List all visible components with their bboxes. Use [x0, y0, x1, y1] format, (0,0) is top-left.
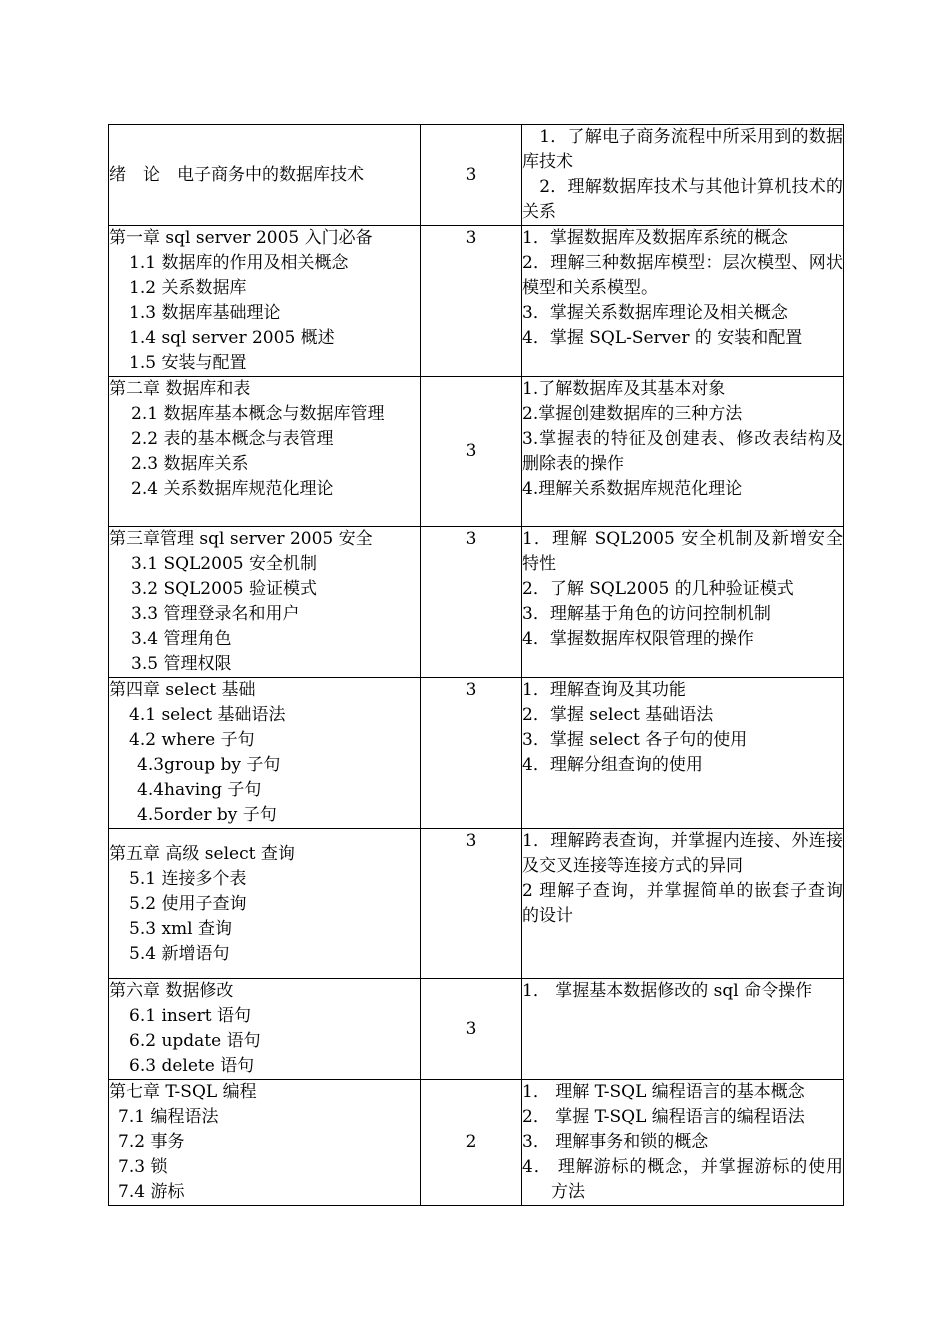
section-item: 6.2 update 语句 — [129, 1031, 261, 1051]
hours-cell: 3 — [421, 829, 522, 979]
chapter-title: 第七章 T-SQL 编程 — [109, 1082, 257, 1102]
goals-cell — [522, 226, 844, 377]
topic-cell — [109, 226, 421, 377]
chapter-title: 第一章 sql server 2005 入门必备 — [109, 228, 373, 248]
section-item: 6.3 delete 语句 — [129, 1056, 255, 1076]
goal-item: 1． 掌握基本数据修改的 sql 命令操作 — [522, 981, 813, 1001]
hours-cell: 3 — [421, 226, 522, 377]
topic-cell — [109, 527, 421, 678]
table-row — [109, 527, 844, 678]
section-item: 1.1 数据库的作用及相关概念 — [129, 253, 349, 273]
section-item: 1.3 数据库基础理论 — [129, 303, 281, 323]
section-item: 5.4 新增语句 — [129, 944, 230, 964]
section-item: 2.3 数据库关系 — [131, 454, 249, 474]
goal-item: 1．理解查询及其功能 — [522, 680, 686, 700]
table-row — [109, 1080, 844, 1206]
goal-item: 1．理解跨表查询，并掌握内连接、外连接及交叉连接等连接方式的异同 — [522, 831, 843, 876]
chapter-title: 第五章 高级 select 查询 — [109, 844, 295, 864]
goal-item: 4．掌握数据库权限管理的操作 — [522, 629, 754, 649]
topic-cell — [109, 979, 421, 1080]
hours-cell: 3 — [421, 527, 522, 678]
hours-cell: 3 — [421, 678, 522, 829]
section-item: 4.1 select 基础语法 — [129, 705, 286, 725]
goal-item: 3．掌握 select 各子句的使用 — [522, 730, 748, 750]
goal-item: 3．掌握关系数据库理论及相关概念 — [522, 303, 788, 323]
hours-cell: 3 — [421, 377, 522, 527]
goal-item: 2．理解数据库技术与其他计算机技术的关系 — [522, 177, 843, 222]
topic-cell — [109, 1080, 421, 1206]
goals-cell — [522, 829, 844, 979]
section-item: 5.3 xml 查询 — [129, 919, 232, 939]
goal-item: 2 理解子查询，并掌握简单的嵌套子查询的设计 — [522, 881, 843, 926]
goal-item: 1．了解电子商务流程中所采用到的数据库技术 — [522, 127, 843, 172]
goals-cell — [522, 125, 844, 226]
section-item: 5.1 连接多个表 — [129, 869, 247, 889]
goal-item: 3． 理解事务和锁的概念 — [522, 1132, 709, 1152]
goals-cell — [522, 979, 844, 1080]
topic-cell — [109, 829, 421, 979]
goal-item: 4． 理解游标的概念，并掌握游标的使用方法 — [522, 1157, 843, 1202]
table-row — [109, 226, 844, 377]
section-item: 4.3group by 子句 — [137, 755, 281, 775]
syllabus-table — [108, 124, 844, 1206]
section-item: 7.1 编程语法 — [118, 1107, 219, 1127]
goal-item: 2． 掌握 T-SQL 编程语言的编程语法 — [522, 1107, 805, 1127]
section-item: 3.4 管理角色 — [131, 629, 232, 649]
topic-cell — [109, 377, 421, 527]
section-item: 4.5order by 子句 — [137, 805, 277, 825]
goal-item: 1． 理解 T-SQL 编程语言的基本概念 — [522, 1082, 805, 1102]
goal-item: 4．理解分组查询的使用 — [522, 755, 703, 775]
section-item: 2.1 数据库基本概念与数据库管理 — [131, 404, 385, 424]
goals-cell — [522, 527, 844, 678]
table-row — [109, 678, 844, 829]
section-item: 3.2 SQL2005 验证模式 — [131, 579, 317, 599]
table-row — [109, 979, 844, 1080]
section-item: 2.2 表的基本概念与表管理 — [131, 429, 334, 449]
chapter-title: 第二章 数据库和表 — [109, 379, 251, 399]
section-item: 1.5 安装与配置 — [129, 353, 247, 373]
section-item: 3.1 SQL2005 安全机制 — [131, 554, 317, 574]
chapter-title: 绪 论 电子商务中的数据库技术 — [109, 164, 364, 185]
goals-cell — [522, 678, 844, 829]
section-item: 2.4 关系数据库规范化理论 — [131, 479, 334, 499]
section-item: 7.3 锁 — [118, 1157, 168, 1177]
section-item: 3.5 管理权限 — [131, 654, 232, 674]
chapter-title: 第六章 数据修改 — [109, 981, 234, 1001]
goal-item: 1．理解 SQL2005 安全机制及新增安全特性 — [522, 529, 843, 574]
section-item: 1.2 关系数据库 — [129, 278, 247, 298]
goal-item: 4.理解关系数据库规范化理论 — [522, 479, 743, 499]
hours-cell: 2 — [421, 1080, 522, 1206]
goal-item: 2．了解 SQL2005 的几种验证模式 — [522, 579, 794, 599]
table-row — [109, 125, 844, 226]
section-item: 7.4 游标 — [118, 1182, 185, 1202]
table-row — [109, 829, 844, 979]
section-item: 4.2 where 子句 — [129, 730, 255, 750]
goals-cell — [522, 377, 844, 527]
goal-item: 2．掌握 select 基础语法 — [522, 705, 714, 725]
goal-item: 1．掌握数据库及数据库系统的概念 — [522, 228, 788, 248]
section-item: 1.4 sql server 2005 概述 — [129, 328, 335, 348]
table-row — [109, 377, 844, 527]
chapter-title: 第三章管理 sql server 2005 安全 — [109, 529, 373, 549]
hours-cell: 3 — [421, 979, 522, 1080]
chapter-title: 第四章 select 基础 — [109, 680, 256, 700]
goal-item: 2.掌握创建数据库的三种方法 — [522, 404, 743, 424]
goal-item: 4．掌握 SQL-Server 的 安装和配置 — [522, 328, 803, 348]
goals-cell — [522, 1080, 844, 1206]
goal-item: 2．理解三种数据库模型：层次模型、网状模型和关系模型。 — [522, 253, 843, 298]
goal-item: 3.掌握表的特征及创建表、修改表结构及删除表的操作 — [522, 429, 843, 474]
topic-cell — [109, 678, 421, 829]
section-item: 6.1 insert 语句 — [129, 1006, 251, 1026]
section-item: 3.3 管理登录名和用户 — [131, 604, 300, 624]
topic-cell — [109, 125, 421, 226]
section-item: 4.4having 子句 — [137, 780, 262, 800]
goal-item: 1.了解数据库及其基本对象 — [522, 379, 726, 399]
goal-item: 3．理解基于角色的访问控制机制 — [522, 604, 771, 624]
section-item: 7.2 事务 — [118, 1132, 185, 1152]
section-item: 5.2 使用子查询 — [129, 894, 247, 914]
hours-cell: 3 — [421, 125, 522, 226]
